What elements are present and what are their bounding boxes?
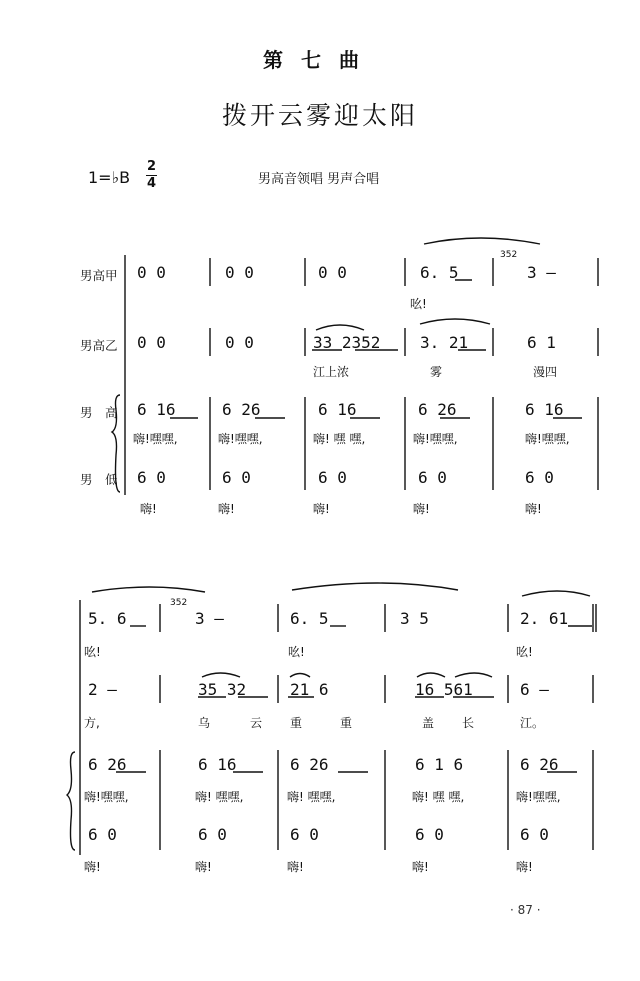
bass-m2: 6 0: [222, 468, 251, 487]
s2-bass-m4: 6 0: [415, 825, 444, 844]
s2-t2-lyric-6: 盖: [422, 716, 435, 730]
bass-lyric-4: 嗨!: [413, 502, 430, 516]
s2-ten-lyric-3: 嗨! 嘿嘿,: [287, 790, 336, 804]
bass-lyric-1: 嗨!: [140, 502, 157, 516]
s2-bass-m3: 6 0: [290, 825, 319, 844]
s2-ten-m4: 6 1 6: [415, 755, 464, 774]
s2-ten-m3: 6 26: [290, 755, 329, 774]
t1-m1: 0 0: [137, 263, 166, 282]
s2-t2-m1: 2 —: [88, 680, 117, 699]
ten-m2: 6 26: [222, 400, 261, 419]
s2-t1-m5: 2. 61: [520, 609, 569, 628]
bass-lyric-5: 嗨!: [525, 502, 542, 516]
meter-top: 2: [146, 159, 157, 174]
piece-title: 拨开云雾迎太阳: [221, 101, 418, 130]
t1-m3: 0 0: [318, 263, 347, 282]
t1-lyric: 吆!: [410, 297, 427, 311]
s2-t1-lyric-1: 吆!: [84, 645, 101, 659]
t2-lyric-1: 江上浓: [313, 365, 350, 379]
s2-t1-lyric-3: 吆!: [516, 645, 533, 659]
part-label-tenor1: 男高甲: [80, 268, 118, 283]
ten-m3: 6 16: [318, 400, 357, 419]
s2-bass-m1: 6 0: [88, 825, 117, 844]
page-number: · 87 ·: [510, 903, 541, 917]
t2-m1: 0 0: [137, 333, 166, 352]
s2-t1-m4: 3 5: [400, 609, 429, 628]
s2-t2-lyric-4: 重: [290, 716, 303, 730]
t2-lyric-3: 漫四: [533, 365, 558, 379]
s2-t2-lyric-2: 乌: [198, 716, 211, 730]
bass-m5: 6 0: [525, 468, 554, 487]
s2-bass-m5: 6 0: [520, 825, 549, 844]
s2-t1-grace: 352: [170, 598, 188, 608]
t2-m2: 0 0: [225, 333, 254, 352]
s2-ten-m2: 6 16: [198, 755, 237, 774]
s2-t2-lyric-5: 重: [340, 716, 353, 730]
s2-t2-lyric-1: 方,: [84, 716, 100, 730]
meter-bottom: 4: [146, 176, 157, 191]
s2-ten-m1: 6 26: [88, 755, 127, 774]
s2-bass-lyric-5: 嗨!: [516, 860, 533, 874]
ten-lyric-4: 嗨!嘿嘿,: [413, 432, 458, 446]
ten-lyric-5: 嗨!嘿嘿,: [525, 432, 570, 446]
ten-m5: 6 16: [525, 400, 564, 419]
t1-m2: 0 0: [225, 263, 254, 282]
s2-t2-m3: 21 6: [290, 680, 329, 699]
part-label-tenor2: 男高乙: [80, 338, 118, 353]
s2-t1-m1: 5. 6: [88, 609, 127, 628]
s2-bass-lyric-1: 嗨!: [84, 860, 101, 874]
s2-t2-lyric-8: 江。: [520, 716, 545, 730]
s2-t2-lyric-7: 长: [462, 716, 475, 730]
t1-grace: 352: [500, 250, 518, 260]
ten-m4: 6 26: [418, 400, 457, 419]
bass-lyric-3: 嗨!: [313, 502, 330, 516]
key-signature: 1=♭B: [88, 168, 131, 187]
s2-ten-m5: 6 26: [520, 755, 559, 774]
ten-lyric-1: 嗨!嘿嘿,: [133, 432, 178, 446]
bass-m3: 6 0: [318, 468, 347, 487]
ten-lyric-2: 嗨!嘿嘿,: [218, 432, 263, 446]
s2-ten-lyric-5: 嗨!嘿嘿,: [516, 790, 561, 804]
t1-m4: 6. 5: [420, 263, 459, 282]
s2-t2-m2: 35 32: [198, 680, 247, 699]
s2-bass-lyric-4: 嗨!: [412, 860, 429, 874]
s2-t1-lyric-2: 吆!: [288, 645, 305, 659]
part-label-tenor: 男 高: [80, 405, 118, 420]
bass-m4: 6 0: [418, 468, 447, 487]
s2-ten-lyric-4: 嗨! 嘿 嘿,: [412, 790, 465, 804]
t2-lyric-2: 雾: [430, 365, 443, 379]
s2-t2-m5: 6 —: [520, 680, 549, 699]
piece-number: 第七曲: [263, 48, 377, 72]
bass-lyric-2: 嗨!: [218, 502, 235, 516]
t2-m5: 6 1: [527, 333, 556, 352]
s2-t2-m4: 16 561: [415, 680, 473, 699]
bass-m1: 6 0: [137, 468, 166, 487]
s2-t2-lyric-3: 云: [250, 716, 263, 730]
t1-m5: 3 —: [527, 263, 556, 282]
ten-m1: 6 16: [137, 400, 176, 419]
s2-bass-m2: 6 0: [198, 825, 227, 844]
s2-bass-lyric-3: 嗨!: [287, 860, 304, 874]
s2-t1-m3: 6. 5: [290, 609, 329, 628]
s2-ten-lyric-2: 嗨! 嘿嘿,: [195, 790, 244, 804]
t2-m4: 3. 21: [420, 333, 469, 352]
ten-lyric-3: 嗨! 嘿 嘿,: [313, 432, 366, 446]
s2-bass-lyric-2: 嗨!: [195, 860, 212, 874]
t2-m3: 33 2352: [313, 333, 381, 352]
performance-note: 男高音领唱 男声合唱: [258, 172, 380, 187]
s2-t1-m2: 3 —: [195, 609, 224, 628]
part-label-bass: 男 低: [80, 472, 118, 487]
s2-ten-lyric-1: 嗨!嘿嘿,: [84, 790, 129, 804]
